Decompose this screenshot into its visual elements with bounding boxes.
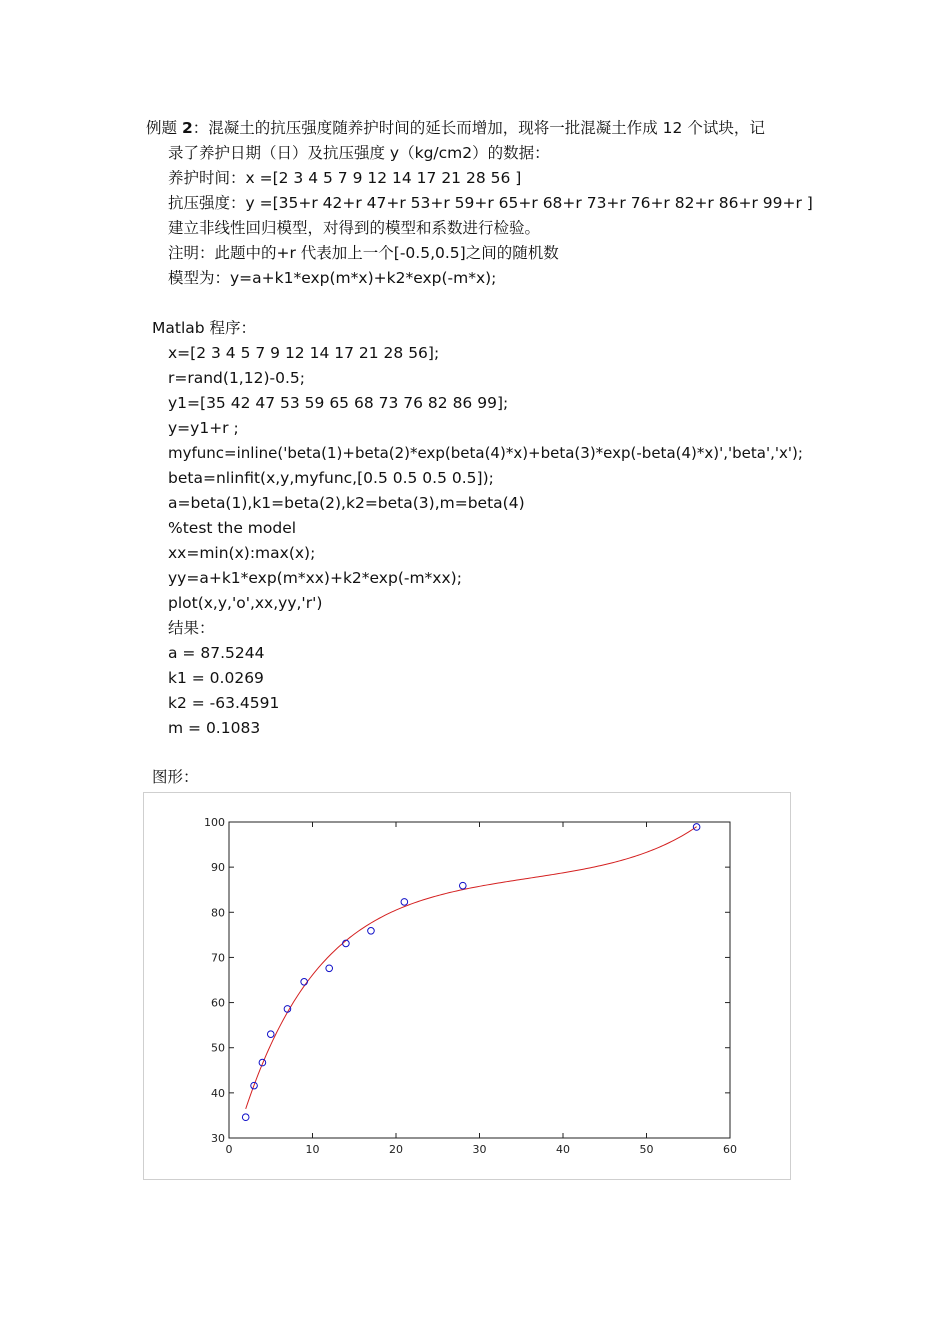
y-tick-label: 90 <box>211 861 225 875</box>
data-point <box>267 1031 274 1038</box>
x-tick-label: 30 <box>472 1143 487 1156</box>
y-tick-label: 40 <box>211 1086 225 1100</box>
code-line: y=y1+r ; <box>168 419 239 437</box>
problem-line-7: 模型为：y=a+k1*exp(m*x)+k2*exp(-m*x); <box>168 269 497 287</box>
problem-title <box>146 118 765 138</box>
x-tick-label: 60 <box>723 1143 737 1156</box>
code-line: myfunc=inline('beta(1)+beta(2)*exp(beta(4)*x)+beta(3)*exp(-beta(4)*x)','beta','x'); <box>168 444 803 462</box>
x-tick-label: 50 <box>639 1143 654 1156</box>
x-tick-label: 20 <box>389 1143 403 1156</box>
code-line: yy=a+k1*exp(m*xx)+k2*exp(-m*xx); <box>168 569 462 587</box>
code-line: y1=[35 42 47 53 59 65 68 73 76 82 86 99]; <box>168 394 509 412</box>
x-tick-label: 10 <box>305 1143 320 1156</box>
code-line: xx=min(x):max(x); <box>168 544 316 562</box>
y-tick-label: 70 <box>211 951 225 965</box>
code-line: beta=nlinfit(x,y,myfunc,[0.5 0.5 0.5 0.5]); <box>168 469 494 487</box>
y-tick-label: 30 <box>211 1132 225 1145</box>
problem-line-6: 注明：此题中的+r 代表加上一个[-0.5,0.5]之间的随机数 <box>168 244 559 262</box>
fitted-curve <box>246 827 697 1109</box>
y-tick-label: 80 <box>211 906 225 920</box>
result-line: a = 87.5244 <box>168 644 265 662</box>
problem-line-5: 建立非线性回归模型，对得到的模型和系数进行检验。 <box>168 219 541 237</box>
result-line: k1 = 0.0269 <box>168 669 264 687</box>
code-line: %test the model <box>168 519 297 537</box>
data-point <box>301 979 308 986</box>
axes-box <box>229 822 730 1138</box>
data-point <box>460 882 467 889</box>
problem-line-2: 录了养护日期（日）及抗压强度 y（kg/cm2）的数据： <box>168 144 550 162</box>
result-line: k2 = -63.4591 <box>168 694 280 712</box>
data-point <box>368 927 375 934</box>
y-tick-label: 50 <box>211 1041 225 1055</box>
data-point <box>326 965 333 972</box>
result-heading: 结果： <box>168 619 215 637</box>
problem-line-3: 养护时间：x =[2 3 4 5 7 9 12 14 17 21 28 56 ] <box>168 169 522 187</box>
problem-line-4: 抗压强度：y =[35+r 42+r 47+r 53+r 59+r 65+r 68+r 73+r 76+r 82+r 86+r 99+r ] <box>168 194 813 212</box>
problem-title-text: ：混凝土的抗压强度随养护时间的延长而增加，现将一批混凝土作成 12 个试块，记 <box>192 119 765 137</box>
code-line: a=beta(1),k1=beta(2),k2=beta(3),m=beta(4) <box>168 494 525 512</box>
code-line: plot(x,y,'o',xx,yy,'r') <box>168 594 323 612</box>
code-line: r=rand(1,12)-0.5; <box>168 369 305 387</box>
problem-title-prefix: 例题 <box>146 119 182 137</box>
x-tick-label: 40 <box>556 1143 570 1156</box>
result-line: m = 0.1083 <box>168 719 261 737</box>
plot-area <box>144 793 790 1179</box>
figure-heading: 图形： <box>152 768 199 786</box>
data-point <box>401 899 408 906</box>
figure-frame <box>143 792 791 1180</box>
y-tick-label: 60 <box>211 996 225 1010</box>
x-tick-label: 0 <box>225 1143 233 1156</box>
program-heading: Matlab 程序： <box>152 319 257 337</box>
problem-number: 2 <box>181 119 193 137</box>
y-tick-label: 100 <box>204 816 225 829</box>
code-line: x=[2 3 4 5 7 9 12 14 17 21 28 56]; <box>168 344 440 362</box>
data-point <box>242 1114 249 1121</box>
